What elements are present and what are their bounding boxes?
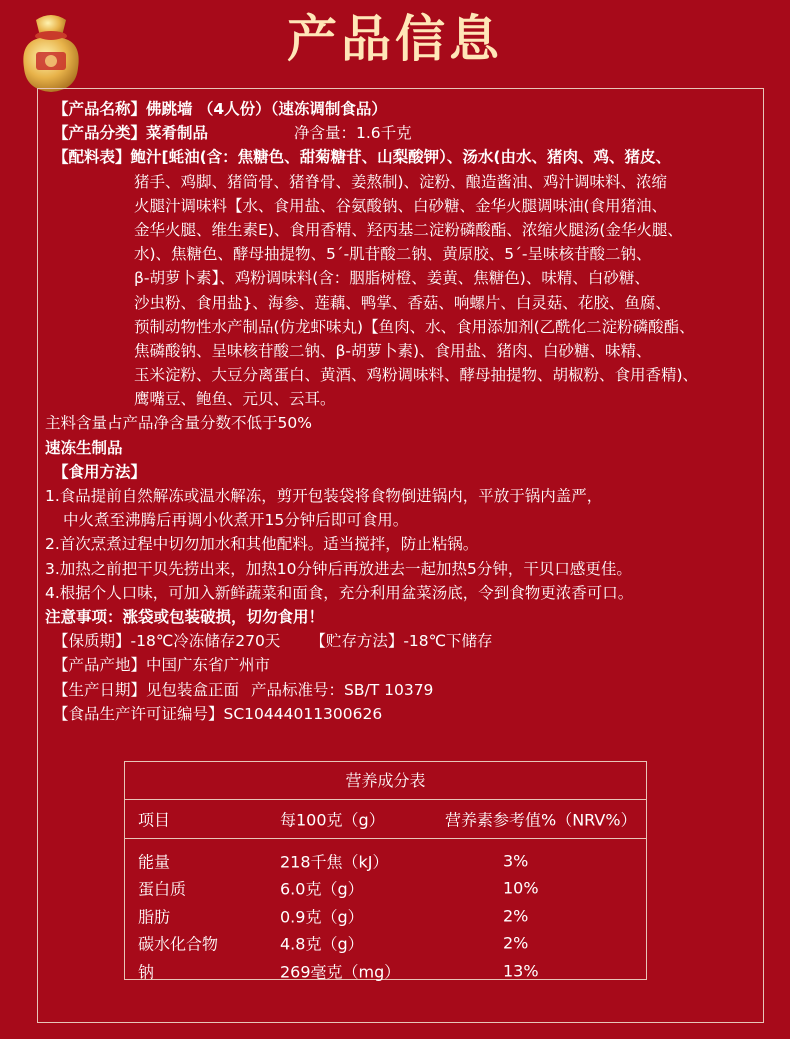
ingredients-line: 水)、焦糖色、酵母抽提物、5´-肌苷酸二钠、黄原胶、5´-呈味核苷酸二钠、 (134, 245, 652, 264)
product-category-line: 【产品分类】菜肴制品 净含量：1.6千克 (53, 124, 412, 143)
frozen-note: 速冻生制品 (45, 438, 123, 457)
production-date-line: 【生产日期】见包装盒正面 产品标准号：SB/T 10379 (53, 680, 434, 699)
table-row: 脂肪 0.9克（g） 2% (138, 906, 529, 927)
page-title: 产品信息 (287, 10, 503, 68)
usage-step: 中火煮至沸腾后再调小伙煮开15分钟后即可食用。 (63, 511, 409, 530)
table-row: 能量 218千焦（kJ） 3% (138, 851, 529, 872)
main-content-note: 主料含量占产品净含量分数不低于50% (45, 414, 312, 433)
ingredients-line: 火腿汁调味料【水、食用盐、谷氨酸钠、白砂糖、金华火腿调味油(食用猪油、 (134, 196, 668, 215)
table-row: 碳水化合物 4.8克（g） 2% (138, 933, 529, 954)
usage-step: 1.食品提前自然解冻或温水解冻，剪开包装袋将食物倒进锅内，平放于锅内盖严， (45, 487, 603, 505)
ingredients-line: β-胡萝卜素】、鸡粉调味料(含：胭脂树橙、姜黄、焦糖色)、味精、白砂糖、 (134, 269, 650, 288)
table-row: 蛋白质 6.0克（g） 10% (138, 878, 539, 899)
nutrition-title: 营养成分表 (125, 762, 646, 800)
net-weight: 净含量：1.6千克 (294, 124, 412, 143)
license-line: 【食品生产许可证编号】SC10444011300626 (53, 704, 383, 723)
nutrition-header-row (125, 800, 646, 839)
ingredients-line: 猪手、鸡脚、猪筒骨、猪脊骨、姜熬制)、淀粉、酿造酱油、鸡汁调味料、浓缩 (134, 172, 668, 191)
usage-step: 2.首次烹煮过程中切勿加水和其他配料。适当搅拌，防止粘锅。 (45, 535, 479, 554)
ingredients-line: 鹰嘴豆、鲍鱼、元贝、云耳。 (134, 390, 336, 409)
nutrition-table (124, 761, 647, 980)
header-nrv: 营养素参考值%（NRV%） (445, 810, 637, 830)
ingredients-line: 沙虫粉、食用盐}、海参、莲藕、鸭掌、香菇、响螺片、白灵菇、花胶、鱼腐、 (134, 293, 671, 312)
origin-line: 【产品产地】中国广东省广州市 (53, 656, 271, 675)
ingredients-line: 金华火腿、维生素E)、食用香精、羟丙基二淀粉磷酸酯、浓缩火腿汤(金华火腿、 (134, 220, 683, 239)
product-info (45, 97, 765, 726)
product-name-line: 【产品名称】佛跳墙 （4人份）（速冻调制食品） (53, 100, 387, 118)
storage-method: 【贮存方法】-18℃下储存 (310, 632, 493, 651)
usage-step: 3.加热之前把干贝先捞出来，加热10分钟后再放进去一起加热5分钟，干贝口感更佳。 (45, 559, 632, 578)
ingredients-line: 玉米淀粉、大豆分离蛋白、黄酒、鸡粉调味料、酵母抽提物、胡椒粉、食用香精)、 (134, 366, 699, 385)
header-per100g: 每100克（g） (280, 810, 385, 830)
ingredients-line: 焦磷酸钠、呈味核苷酸二钠、β-胡萝卜素)、食用盐、猪肉、白砂糖、味精、 (134, 341, 652, 360)
product-standard: 产品标准号：SB/T 10379 (251, 680, 434, 699)
warning-note: 注意事项：涨袋或包装破损，切勿食用！ (45, 607, 325, 626)
usage-heading: 【食用方法】 (53, 462, 147, 481)
ingredients-line: 预制动物性水产制品(仿龙虾味丸)【鱼肉、水、食用添加剂(乙酰化二淀粉磷酸酯、 (134, 317, 695, 336)
table-row: 钠 269毫克（mg） 13% (138, 961, 539, 982)
header-item: 项目 (138, 810, 171, 830)
shelf-life-line: 【保质期】-18℃冷冻储存270天 【贮存方法】-18℃下储存 (53, 632, 493, 651)
usage-step: 4.根据个人口味，可加入新鲜蔬菜和面食，充分利用盆菜汤底，令到食物更浓香可口。 (45, 583, 634, 602)
ingredients-line: 【配料表】鲍汁[蚝油(含：焦糖色、甜菊糖苷、山梨酸钾）、汤水(由水、猪肉、鸡、猪皮、 (53, 148, 672, 167)
